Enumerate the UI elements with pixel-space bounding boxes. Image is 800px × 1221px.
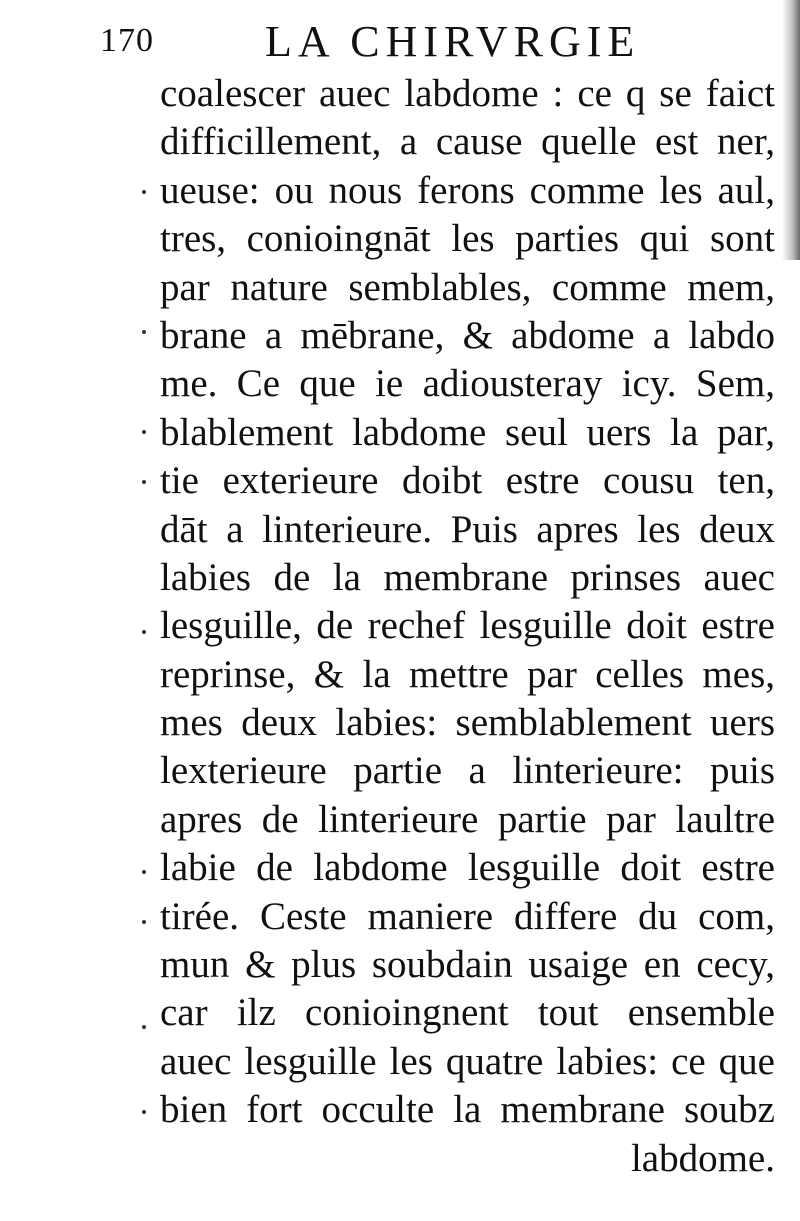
text-line: lexterieure partie a linterieure: puis	[160, 749, 775, 793]
margin-dot	[142, 1025, 146, 1029]
text-line: dāt a linterieure. Puis apres les deux	[160, 507, 775, 551]
page-number: 170	[100, 22, 154, 59]
margin-dot	[142, 870, 146, 874]
text-line: tie exterieure doibt estre cousu ten,	[160, 459, 775, 503]
text-line: apres de linterieure partie par laultre	[160, 797, 775, 841]
text-line: mes deux labies: semblablement uers	[160, 701, 775, 745]
text-line: bien fort occulte la membrane soubz	[160, 1088, 775, 1132]
text-line: me. Ce que ie adiousteray icy. Sem,	[160, 362, 775, 406]
text-line: mun & plus soubdain usaige en cecy,	[160, 943, 775, 987]
text-line: blablement labdome seul uers la par,	[160, 410, 775, 454]
text-line: ueuse: ou nous ferons comme les aul,	[160, 168, 775, 212]
text-line: tres, conioingnāt les parties qui sont	[160, 217, 775, 261]
margin-dot	[142, 920, 146, 924]
running-head: LA CHIRVRGIE	[265, 17, 641, 66]
margin-dot	[142, 1110, 146, 1114]
margin-marks	[130, 70, 160, 1170]
page-header	[0, 12, 800, 72]
text-line: tirée. Ceste maniere differe du com,	[160, 894, 775, 938]
text-line: par nature semblables, comme mem,	[160, 265, 775, 309]
text-line: reprinse, & la mettre par celles mes,	[160, 652, 775, 696]
margin-dot	[142, 630, 146, 634]
margin-dot	[142, 190, 146, 194]
text-line: car ilz conioingnent tout ensemble	[160, 991, 775, 1035]
margin-dot	[142, 330, 146, 334]
text-line: difficillement, a cause quelle est ner,	[160, 120, 775, 164]
body-text	[160, 70, 775, 1183]
text-line: lesguille, de rechef lesguille doit estre	[160, 604, 775, 648]
text-line: coalescer auec labdome : ce q se faict	[160, 72, 775, 115]
margin-dot	[142, 480, 146, 484]
text-line: auec lesguille les quatre labies: ce que	[160, 1039, 775, 1083]
text-line: labies de la membrane prinses auec	[160, 555, 775, 599]
text-line: labie de labdome lesguille doit estre	[160, 846, 775, 890]
text-line: brane a mēbrane, & abdome a labdo	[160, 313, 775, 357]
text-line-last: labdome.	[630, 1136, 775, 1180]
margin-dot	[142, 430, 146, 434]
